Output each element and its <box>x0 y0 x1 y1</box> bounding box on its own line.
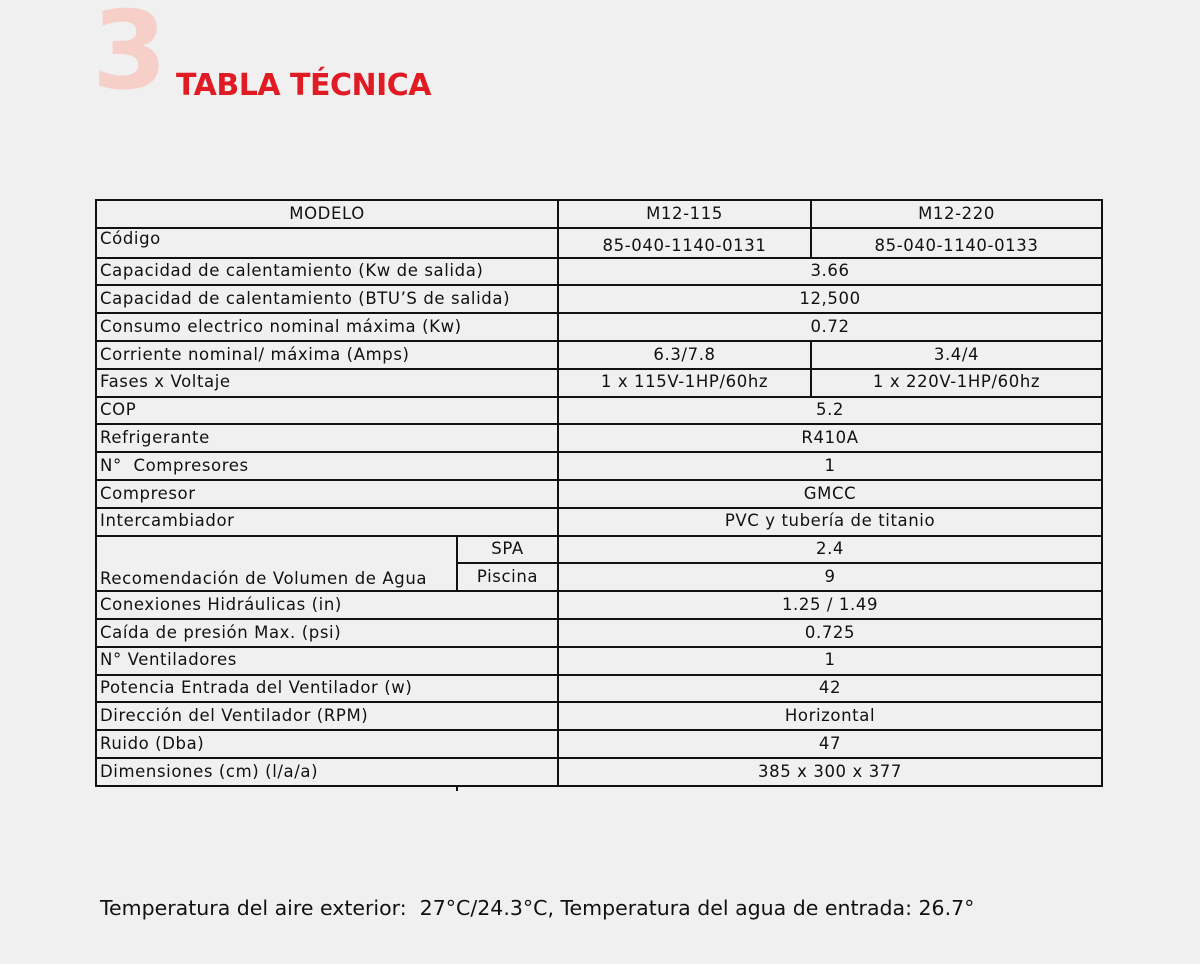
row-value: Horizontal <box>558 702 1102 730</box>
table-row-intercambiador <box>96 508 1102 536</box>
fases-model-1: 1 x 115V-1HP/60hz <box>558 369 811 397</box>
table-row-compresor <box>96 480 1102 508</box>
table-row-caida <box>96 619 1102 647</box>
row-value: 1.25 / 1.49 <box>558 591 1102 619</box>
row-value: GMCC <box>558 480 1102 508</box>
row-label: Fases x Voltaje <box>96 369 558 397</box>
header-model-2: M12-220 <box>811 200 1102 228</box>
row-label: Compresor <box>96 480 558 508</box>
codigo-model-2: 85-040-1140-0133 <box>811 228 1102 258</box>
row-label: Dimensiones (cm) (l/a/a) <box>96 758 558 786</box>
table-row-potencia <box>96 675 1102 703</box>
row-label: Corriente nominal/ máxima (Amps) <box>96 341 558 369</box>
table-row-direccion <box>96 702 1102 730</box>
row-value: 0.725 <box>558 619 1102 647</box>
footnote: Temperatura del aire exterior: 27°C/24.3°C, Temperatura del agua de entrada: 26.7° <box>100 896 975 920</box>
table-tick-spacer <box>558 786 811 791</box>
row-value: PVC y tubería de titanio <box>558 508 1102 536</box>
table-tick-spacer <box>96 786 457 791</box>
row-value: R410A <box>558 424 1102 452</box>
fases-model-2: 1 x 220V-1HP/60hz <box>811 369 1102 397</box>
row-value: 42 <box>558 675 1102 703</box>
row-label: Capacidad de calentamiento (Kw de salida) <box>96 258 558 286</box>
volumen-spa-value: 2.4 <box>558 536 1102 564</box>
row-value: 3.66 <box>558 258 1102 286</box>
row-label: N° Compresores <box>96 452 558 480</box>
row-value: 1 <box>558 452 1102 480</box>
row-label: Intercambiador <box>96 508 558 536</box>
table-row-capacidad-kw <box>96 258 1102 286</box>
table-row-corriente <box>96 341 1102 369</box>
table-bottom-tick-row <box>96 786 1102 791</box>
row-label: COP <box>96 397 558 425</box>
table-row-fases <box>96 369 1102 397</box>
codigo-model-1: 85-040-1140-0131 <box>558 228 811 258</box>
row-label: Caída de presión Max. (psi) <box>96 619 558 647</box>
row-label: Refrigerante <box>96 424 558 452</box>
row-label: Capacidad de calentamiento (BTU’S de salida) <box>96 285 558 313</box>
table-row-consumo <box>96 313 1102 341</box>
row-value: 12,500 <box>558 285 1102 313</box>
volumen-piscina-value: 9 <box>558 563 1102 591</box>
table-row-cop <box>96 397 1102 425</box>
row-label: Potencia Entrada del Ventilador (w) <box>96 675 558 703</box>
section-title: TABLA TÉCNICA <box>176 68 431 103</box>
table-row-header <box>96 200 1102 228</box>
volumen-spa-label: SPA <box>457 536 558 564</box>
corriente-model-1: 6.3/7.8 <box>558 341 811 369</box>
row-label: Consumo electrico nominal máxima (Kw) <box>96 313 558 341</box>
row-label: Ruido (Dba) <box>96 730 558 758</box>
table-row-n-ventiladores <box>96 647 1102 675</box>
row-value: 0.72 <box>558 313 1102 341</box>
table-row-ruido <box>96 730 1102 758</box>
row-label: Dirección del Ventilador (RPM) <box>96 702 558 730</box>
row-label: Código <box>96 228 558 258</box>
corriente-model-2: 3.4/4 <box>811 341 1102 369</box>
table-row-volumen-spa <box>96 536 1102 564</box>
table-row-n-compresores <box>96 452 1102 480</box>
table-tick-mark <box>457 786 558 791</box>
row-label: N° Ventiladores <box>96 647 558 675</box>
header-model-1: M12-115 <box>558 200 811 228</box>
table-tick-spacer <box>811 786 1102 791</box>
table-row-refrigerante <box>96 424 1102 452</box>
row-value: 47 <box>558 730 1102 758</box>
section-number: 3 <box>92 0 166 114</box>
spec-table <box>95 199 1103 791</box>
volumen-piscina-label: Piscina <box>457 563 558 591</box>
row-value: 5.2 <box>558 397 1102 425</box>
table-row-capacidad-btu <box>96 285 1102 313</box>
table-row-conexiones <box>96 591 1102 619</box>
table-row-dimensiones <box>96 758 1102 786</box>
row-label: Conexiones Hidráulicas (in) <box>96 591 558 619</box>
row-value: 1 <box>558 647 1102 675</box>
header-label: MODELO <box>96 200 558 228</box>
table-row-codigo <box>96 228 1102 258</box>
row-value: 385 x 300 x 377 <box>558 758 1102 786</box>
row-label: Recomendación de Volumen de Agua <box>96 536 457 592</box>
